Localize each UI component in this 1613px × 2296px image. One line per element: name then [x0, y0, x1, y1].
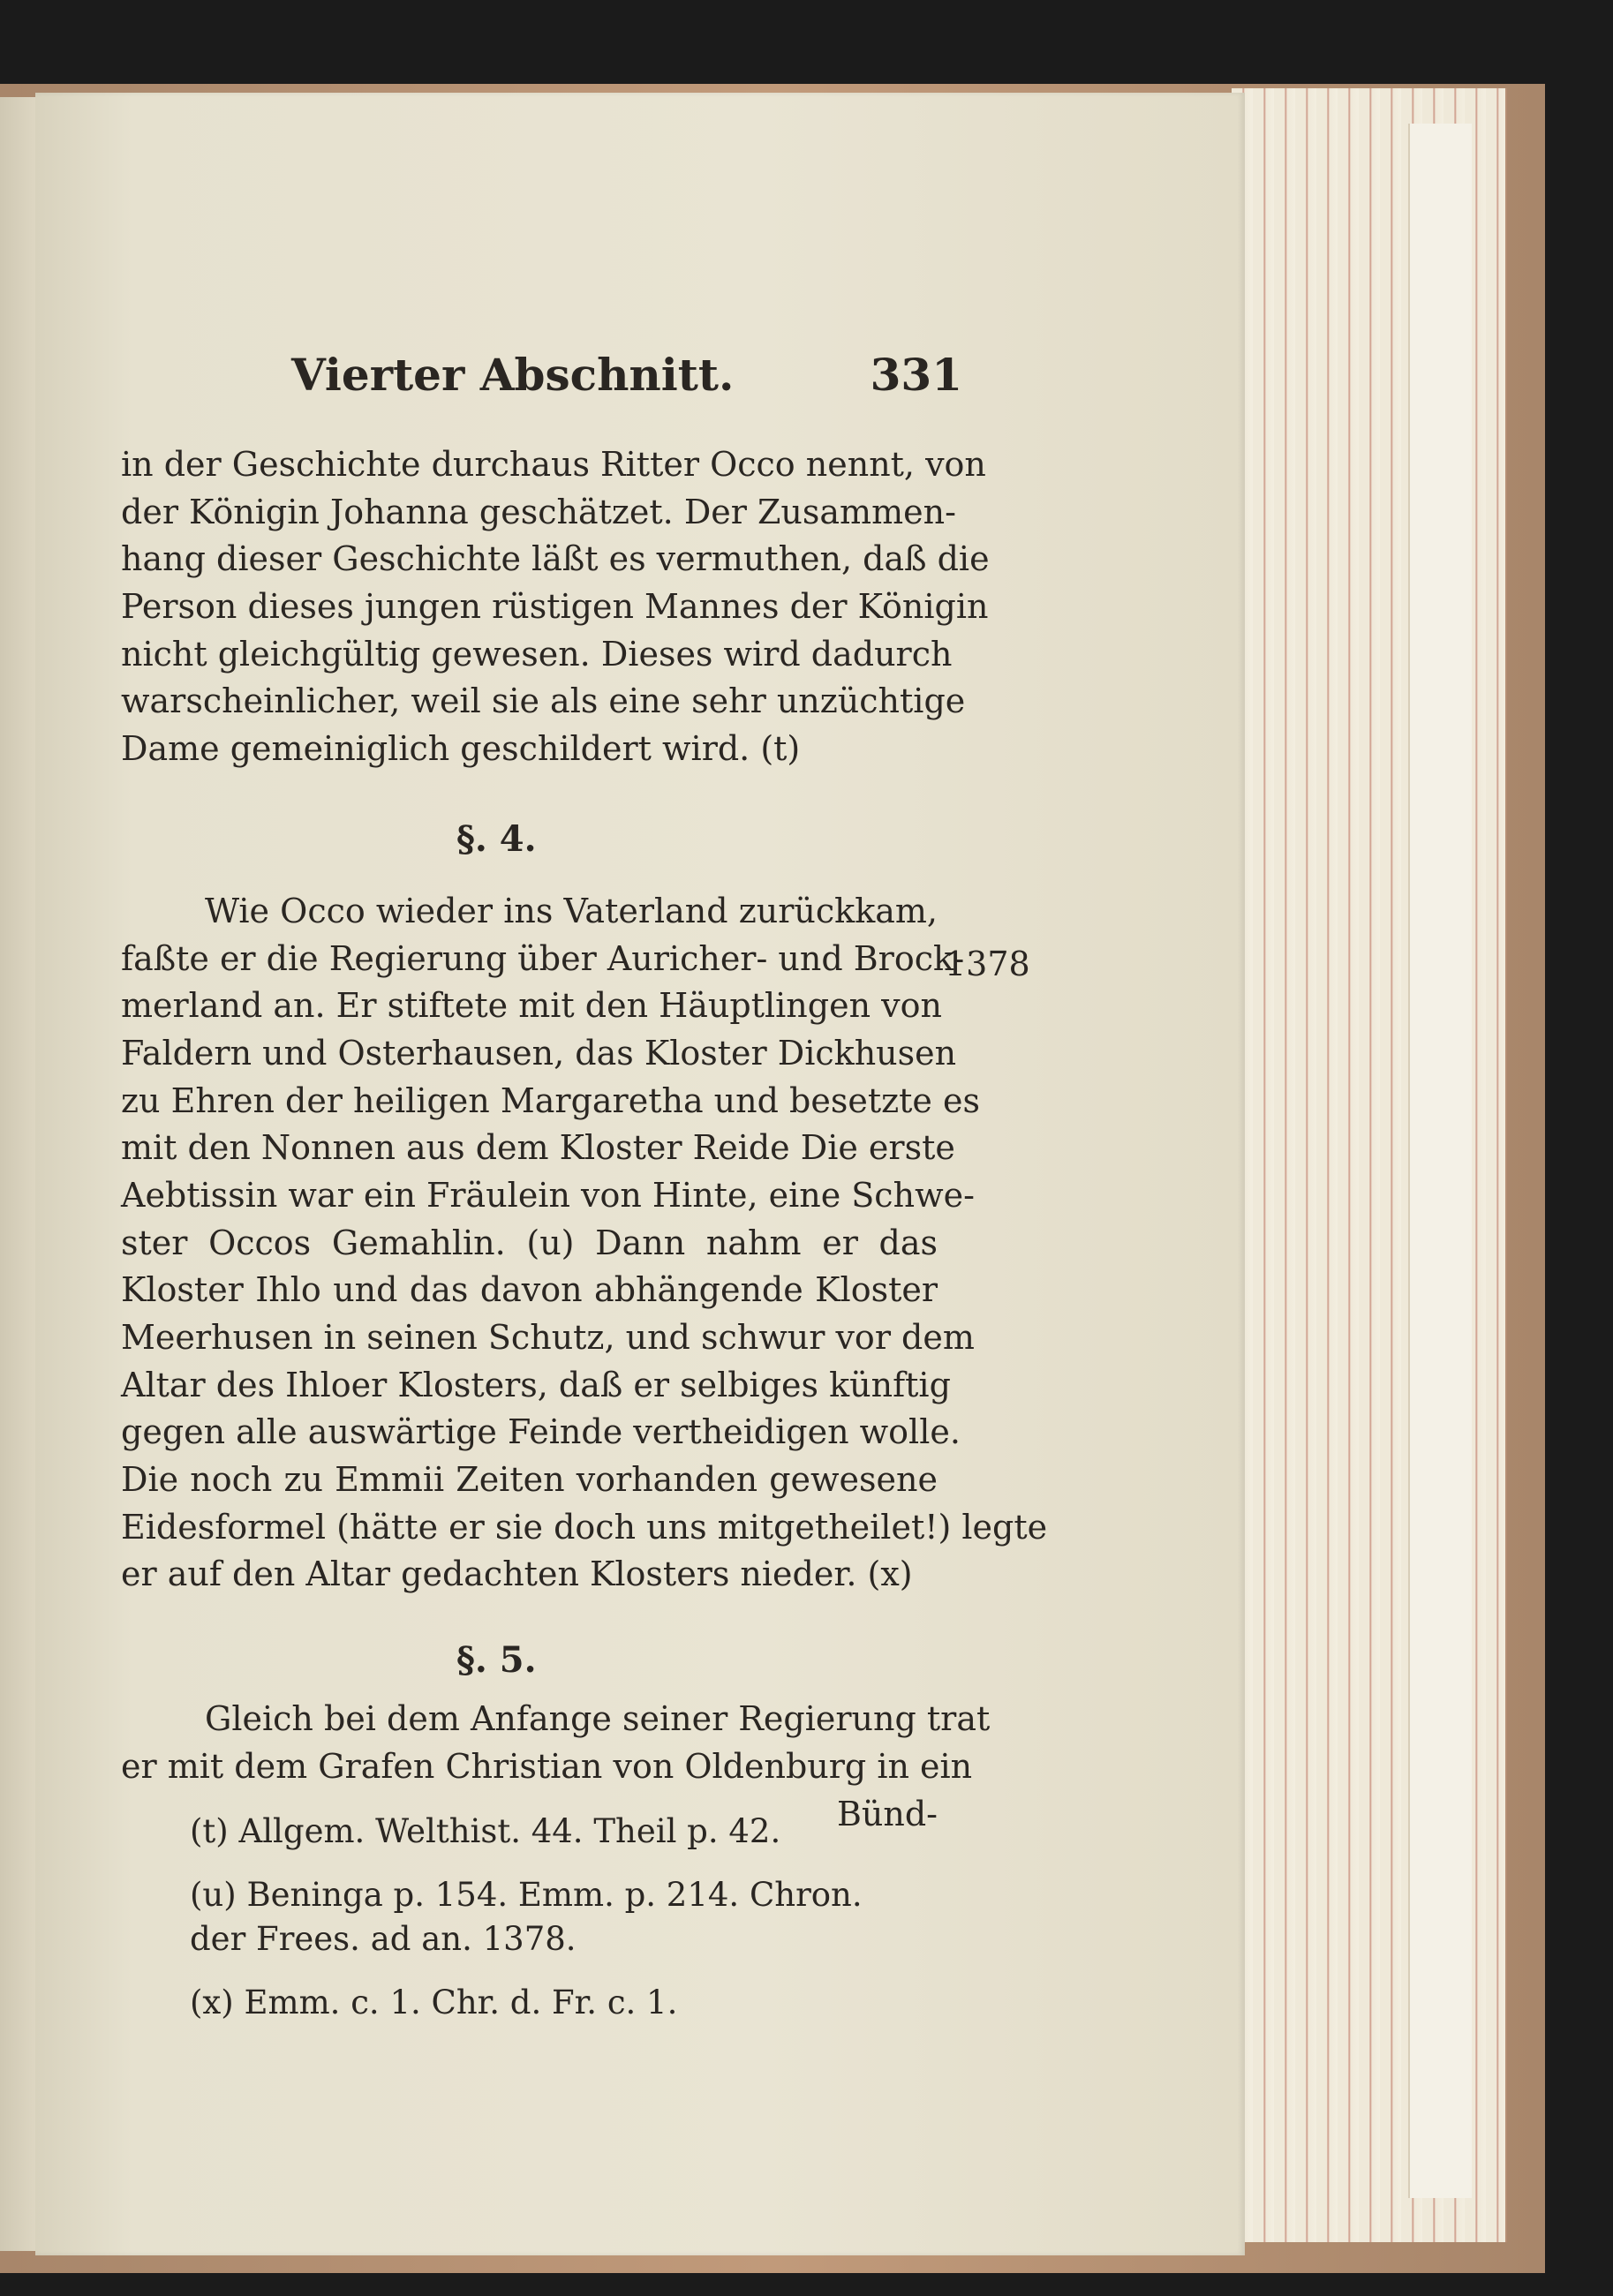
text-line: er auf den Altar gedachten Klosters nieder. (x) — [121, 1555, 913, 1594]
footnote — [190, 1810, 949, 1854]
margin-year: 1378 — [945, 945, 1030, 983]
text-line: mit den Nonnen aus dem Kloster Reide Die erste — [121, 1128, 955, 1168]
text-line: hang dieser Geschichte läßt es vermuthen, daß die — [121, 539, 990, 579]
text-line: Wie Occo wieder ins Vaterland zurückkam, — [205, 891, 938, 930]
text-line: in der Geschichte durchaus Ritter Occo nennt, von — [121, 445, 986, 484]
section-heading: §. 5. — [456, 1639, 537, 1682]
text-line: Die noch zu Emmii Zeiten vorhanden gewesene — [121, 1460, 938, 1500]
footnote-text: (u) Beninga p. 154. Emm. p. 214. Chron. — [190, 1876, 863, 1914]
text-line: der Königin Johanna geschätzet. Der Zusammen- — [121, 492, 956, 531]
text-line: zu Ehren der heiligen Margaretha und besetzte es — [121, 1080, 980, 1120]
running-title: Vierter Abschnitt. — [291, 349, 735, 401]
text-line: ster Occos Gemahlin. (u) Dann nahm er das — [121, 1223, 938, 1262]
text-line: faßte er die Regierung über Auricher- und Brock- — [121, 938, 965, 978]
text-line: warscheinlicher, weil sie als eine sehr unzüchtige — [121, 681, 966, 721]
edge-tab — [1408, 124, 1472, 2198]
text-line: Faldern und Osterhausen, das Kloster Dickhusen — [121, 1033, 957, 1073]
text-line: er mit dem Grafen Christian von Oldenburg in ein — [121, 1746, 973, 1786]
text-line: gegen alle auswärtige Feinde vertheidigen wolle. — [121, 1412, 961, 1452]
text-line: merland an. Er stiftete mit den Häuptlingen von — [121, 986, 942, 1026]
text-line: Person dieses jungen rüstigen Mannes der Königin — [121, 587, 989, 627]
text-line: nicht gleichgültig gewesen. Dieses wird dadurch — [121, 634, 953, 674]
footnote-text: (x) Emm. c. 1. Chr. d. Fr. c. 1. — [190, 1984, 678, 2021]
text-line: Gleich bei dem Anfange seiner Regierung trat — [205, 1699, 991, 1739]
footnote — [190, 1981, 949, 2025]
text-line: Altar des Ihloer Klosters, daß er selbiges künftig — [121, 1365, 951, 1404]
page-number: 331 — [870, 349, 962, 401]
footnote — [190, 1873, 949, 1961]
footnote-continuation: der Frees. ad an. 1378. — [190, 1920, 577, 1958]
footnote-text: (t) Allgem. Welthist. 44. Theil p. 42. — [190, 1812, 781, 1850]
facing-page-edge — [0, 97, 35, 2251]
text-line: Meerhusen in seinen Schutz, und schwur vor dem — [121, 1318, 975, 1357]
page-header — [291, 349, 962, 419]
footnotes — [190, 1810, 949, 2044]
book-page — [35, 93, 1245, 2255]
section-heading: §. 4. — [456, 817, 537, 860]
text-line: Eidesformel (hätte er sie doch uns mitgetheilet!) legte — [121, 1507, 1048, 1547]
text-line: Dame gemeiniglich geschildert wird. (t) — [121, 729, 801, 769]
text-line: Aebtissin war ein Fräulein von Hinte, eine Schwe- — [121, 1175, 975, 1215]
text-line: Kloster Ihlo und das davon abhängende Kloster — [121, 1270, 938, 1310]
catchword: Bünd- — [836, 1794, 938, 1833]
